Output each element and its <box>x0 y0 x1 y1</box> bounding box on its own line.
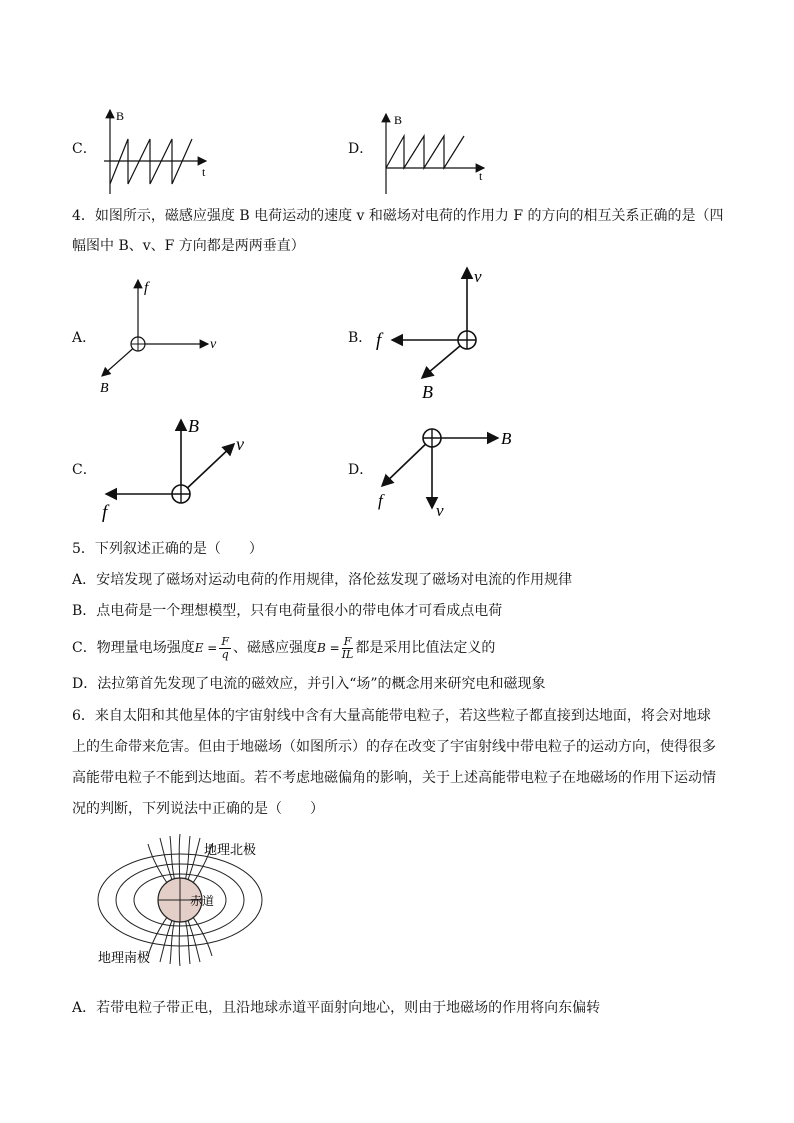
earth-magnetic-field-figure <box>90 832 290 972</box>
sawtooth-graph-c <box>96 104 216 200</box>
question-6-line3: 高能带电粒子不能到达地面。若不考虑地磁偏角的影响，关于上述高能带电粒子在地磁场的作用下运动情 <box>72 770 716 786</box>
q4-option-c-label: C． <box>72 462 97 478</box>
svg-text:B: B <box>100 381 109 396</box>
sawtooth-graph-d <box>374 108 494 198</box>
option-c-label: C． <box>72 141 97 157</box>
equator-label: 赤道 <box>190 894 215 908</box>
fraction-f-over-il: $\frac{F}{IL}$ <box>341 634 354 661</box>
svg-text:f: f <box>378 491 383 510</box>
q4-option-a-label: A． <box>72 330 97 346</box>
question-5-option-d: D．法拉第首先发现了电流的磁效应，并引入“场”的概念用来研究电和磁现象 <box>72 676 546 692</box>
q4-figure-c <box>96 412 266 526</box>
q4-option-b-label: B． <box>348 330 373 346</box>
question-5-option-c: C．物理量电场强度E = $\frac{F}{q}$ 、磁感应强度B = $\frac{F}{IL}$ 都是采用比值法定义的 <box>72 634 496 661</box>
svg-text:v: v <box>436 501 444 520</box>
svg-text:f: f <box>102 502 108 523</box>
graph-d-y-label: B <box>394 113 403 127</box>
option-d-label: D． <box>348 141 374 157</box>
svg-text:f: f <box>376 330 382 351</box>
fraction-f-over-q: $\frac{F}{q}$ <box>221 634 229 661</box>
question-6-line2: 上的生命带来危害。但由于地磁场（如图所示）的存在改变了宇宙射线中带电粒子的运动方向，使得很多 <box>72 739 716 755</box>
question-5-stem: 5．下列叙述正确的是（ ） <box>72 541 263 557</box>
svg-text:B: B <box>188 416 199 436</box>
question-6-option-a: A．若带电粒子带正电，且沿地球赤道平面射向地心，则由于地磁场的作用将向东偏转 <box>72 1000 601 1016</box>
q4-figure-b <box>370 262 510 404</box>
svg-text:B: B <box>501 429 512 448</box>
north-pole-label: 地理北极 <box>204 842 257 857</box>
graph-c-y-label: B <box>116 109 125 123</box>
question-4-line2: 幅图中 B、v、F 方向都是两两垂直） <box>72 238 305 254</box>
svg-text:f: f <box>144 280 149 296</box>
question-5-option-a: A．安培发现了磁场对运动电荷的作用规律，洛伦兹发现了磁场对电流的作用规律 <box>72 572 573 588</box>
svg-text:v: v <box>236 434 244 454</box>
q4-option-d-label: D． <box>348 462 374 478</box>
question-6-line1: 6．来自太阳和其他星体的宇宙射线中含有大量高能带电粒子，若这些粒子都直接到达地面，将会对地球 <box>72 708 711 724</box>
graph-d-sawtooth <box>386 136 464 168</box>
svg-text:v: v <box>474 267 482 286</box>
graph-d-x-label: t <box>479 169 483 183</box>
south-pole-label: 地理南极 <box>98 950 151 965</box>
svg-text:B: B <box>422 382 433 402</box>
question-4-line1: 4．如图所示，磁感应强度 B 电荷运动的速度 v 和磁场对电荷的作用力 F 的方向的相互关系正确的是（四 <box>72 208 724 224</box>
graph-c-x-label: t <box>202 165 206 179</box>
svg-text:v: v <box>210 337 217 352</box>
question-5-option-b: B．点电荷是一个理想模型，只有电荷量很小的带电体才可看成点电荷 <box>72 603 503 619</box>
question-6-line4: 况的判断，下列说法中正确的是（ ） <box>72 801 324 817</box>
q4-figure-a <box>90 272 240 402</box>
q4-figure-d <box>370 420 530 524</box>
